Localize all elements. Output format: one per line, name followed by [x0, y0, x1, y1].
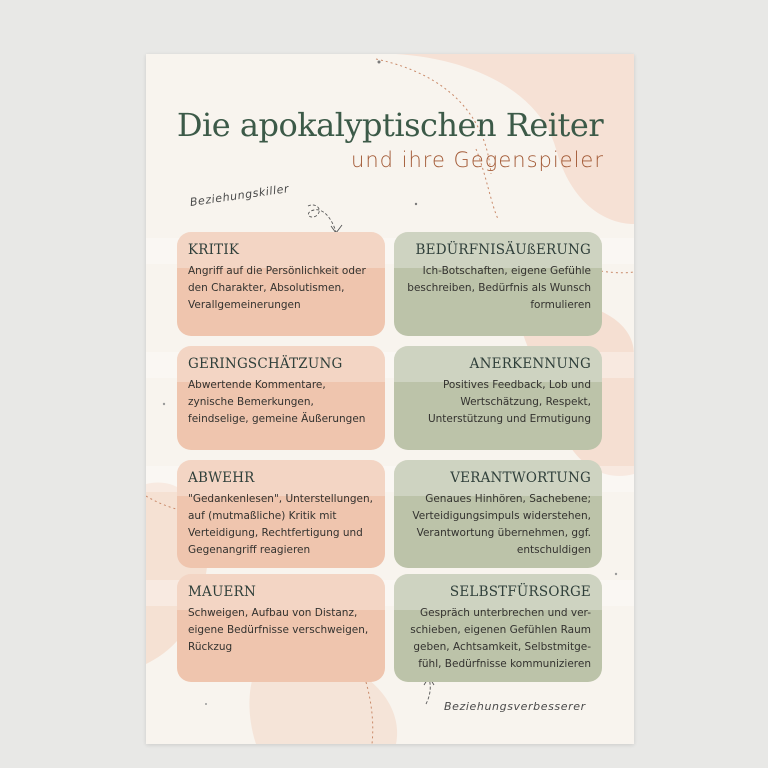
description-line: Verallgemeinerungen — [188, 299, 301, 311]
card-mauern — [177, 574, 385, 682]
description-line: den Charakter, Absolutismen, — [188, 282, 345, 294]
description-line: auf (mutmaßliche) Kritik mit — [188, 510, 337, 522]
description-line: formulieren — [530, 299, 591, 311]
description-line: Positives Feedback, Lob und — [442, 379, 591, 391]
annotation-relationship-killer: Beziehungskiller — [189, 182, 290, 209]
card-kritik — [177, 232, 385, 336]
card-title: GERINGSCHÄTZUNG — [188, 356, 343, 372]
description-line: Verantwortung übernehmen, ggf. — [416, 527, 591, 539]
poster-title: Die apokalyptischen Reiter — [176, 106, 604, 144]
description-line: Gegenangriff reagieren — [188, 544, 311, 556]
description-line: fühl, Bedürfnisse kommunizieren — [418, 658, 591, 670]
description-line: Abwertende Kommentare, — [188, 379, 326, 391]
description-line: beschreiben, Bedürfnis als Wunsch — [407, 282, 591, 294]
description-line: Rückzug — [188, 641, 233, 653]
card-geringschaetzung — [177, 346, 385, 450]
card-description — [188, 605, 374, 656]
card-description — [405, 263, 591, 314]
description-line: zynische Bemerkungen, — [188, 396, 314, 408]
card-title: VERANTWORTUNG — [450, 470, 591, 486]
description-line: entschuldigen — [516, 544, 591, 556]
card-description — [405, 377, 591, 428]
description-line: schieben, eigenen Gefühlen Raum — [410, 624, 591, 636]
card-abwehr — [177, 460, 385, 568]
card-description — [405, 605, 591, 673]
description-line: Gespräch unterbrechen und ver- — [420, 607, 591, 619]
card-title: ABWEHR — [188, 470, 255, 486]
description-line: Verteidigung, Rechtfertigung und — [188, 527, 363, 539]
description-line: Angriff auf die Persönlichkeit oder — [188, 265, 366, 277]
card-selbstfuersorge — [394, 574, 602, 682]
card-title: SELBSTFÜRSORGE — [449, 584, 591, 600]
card-description — [188, 263, 374, 314]
card-title: MAUERN — [188, 584, 256, 600]
card-description — [188, 491, 374, 559]
card-anerkennung — [394, 346, 602, 450]
card-title: KRITIK — [188, 242, 240, 258]
description-line: Wertschätzung, Respekt, — [460, 396, 591, 408]
description-line: geben, Achtsamkeit, Selbstmitge- — [413, 641, 591, 653]
description-line: Genaues Hinhören, Sachebene; — [425, 493, 591, 505]
description-line: Schweigen, Aufbau von Distanz, — [188, 607, 358, 619]
card-beduerfnisaeusserung — [394, 232, 602, 336]
annotation-relationship-improver: Beziehungsverbesserer — [444, 700, 586, 713]
description-line: Unterstützung und Ermutigung — [427, 413, 591, 425]
card-title: BEDÜRFNISÄUßERUNG — [415, 242, 591, 258]
description-line: feindselige, gemeine Äußerungen — [188, 413, 366, 425]
card-description — [405, 491, 591, 559]
description-line: Ich-Botschaften, eigene Gefühle — [422, 265, 591, 277]
description-line: "Gedankenlesen", Unterstellungen, — [188, 493, 374, 505]
card-verantwortung — [394, 460, 602, 568]
description-line: eigene Bedürfnisse verschweigen, — [188, 624, 369, 636]
card-description — [188, 377, 374, 428]
poster-subtitle: und ihre Gegenspieler — [351, 148, 604, 172]
description-line: Verteidigungsimpuls widerstehen, — [412, 510, 591, 522]
card-title: ANERKENNUNG — [469, 356, 591, 372]
poster — [146, 54, 634, 744]
